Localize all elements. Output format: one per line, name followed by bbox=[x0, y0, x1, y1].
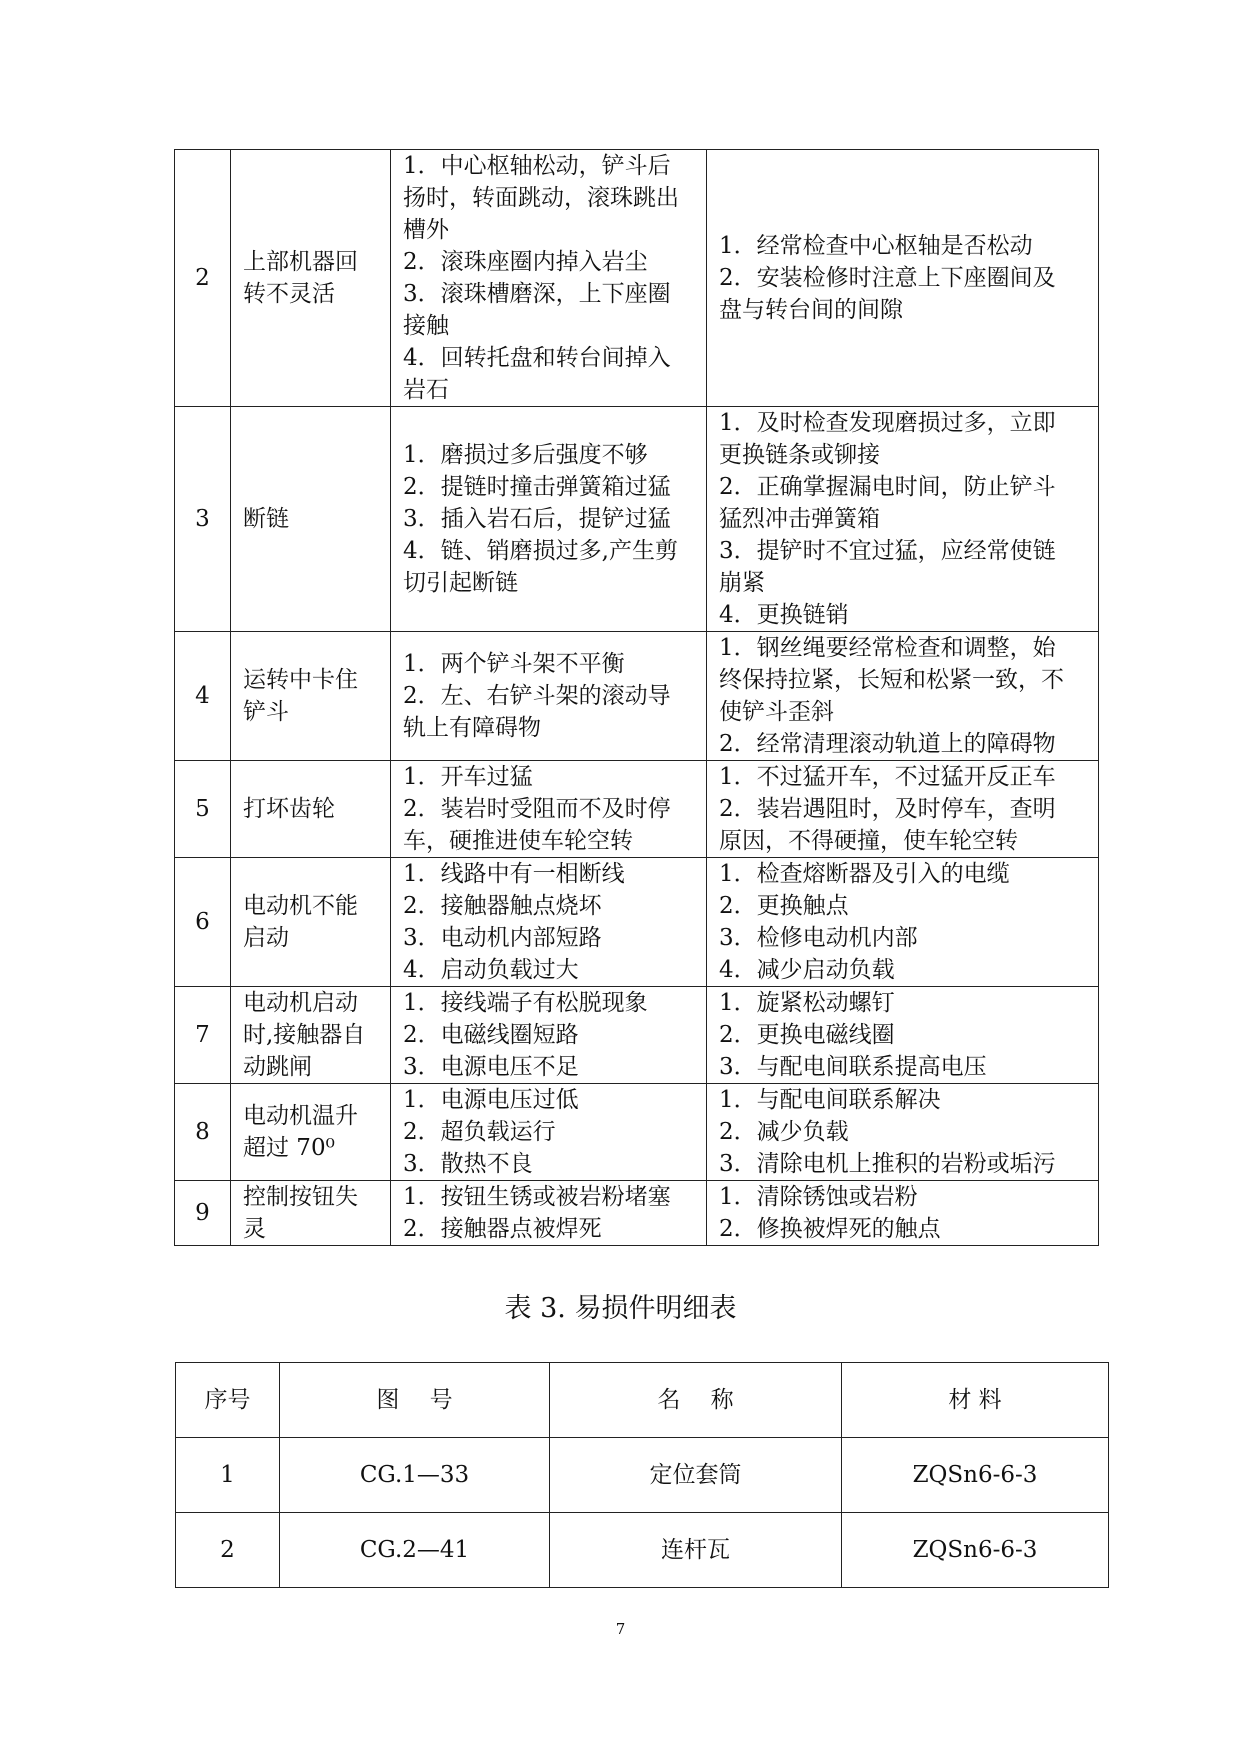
text-line: 控制按钮失 bbox=[243, 1184, 358, 1210]
cell-causes bbox=[391, 987, 707, 1084]
text-line: 1．清除锈蚀或岩粉 bbox=[719, 1184, 918, 1210]
text-line: 打坏齿轮 bbox=[243, 796, 335, 822]
text-line: 3．电源电压不足 bbox=[403, 1054, 579, 1080]
text-line: 岩石 bbox=[403, 377, 449, 403]
text-line: 4．回转托盘和转台间掉入 bbox=[403, 345, 671, 371]
cell-drawing-no: CG.1—33 bbox=[280, 1438, 550, 1513]
text-line: 3．插入岩石后，提铲过猛 bbox=[403, 506, 671, 532]
text-line: 3．检修电动机内部 bbox=[719, 925, 918, 951]
text-line: 3．电动机内部短路 bbox=[403, 925, 602, 951]
text-line: 时,接触器自 bbox=[243, 1022, 366, 1048]
text-line: 4．减少启动负载 bbox=[719, 957, 895, 983]
text-line: 接触 bbox=[403, 313, 449, 339]
cell-causes bbox=[391, 1084, 707, 1181]
text-line: 2．电磁线圈短路 bbox=[403, 1022, 579, 1048]
text-line: 车，硬推进使车轮空转 bbox=[403, 828, 633, 854]
table-row bbox=[175, 1084, 1099, 1181]
text-line: 4．启动负载过大 bbox=[403, 957, 579, 983]
fault-table bbox=[174, 149, 1099, 1246]
text-line: 1．经常检查中心枢轴是否松动 bbox=[719, 233, 1033, 259]
cell-remedies bbox=[707, 407, 1099, 632]
text-line: 轨上有障碍物 bbox=[403, 715, 541, 741]
text-line: 动跳闸 bbox=[243, 1054, 312, 1080]
cell-causes bbox=[391, 632, 707, 761]
cell-material: ZQSn6-6-3 bbox=[842, 1438, 1109, 1513]
text-line: 转不灵活 bbox=[243, 281, 335, 307]
text-line: 启动 bbox=[243, 925, 289, 951]
text-line: 灵 bbox=[243, 1216, 266, 1242]
cell-remedies bbox=[707, 150, 1099, 407]
text-line: 槽外 bbox=[403, 217, 449, 243]
cell-fault bbox=[231, 407, 391, 632]
text-line: 2．安装检修时注意上下座圈间及 bbox=[719, 265, 1056, 291]
cell-drawing-no: CG.2—41 bbox=[280, 1513, 550, 1588]
text-line: 1．检查熔断器及引入的电缆 bbox=[719, 861, 1010, 887]
text-line: 2．经常清理滚动轨道上的障碍物 bbox=[719, 731, 1056, 757]
cell-row-number: 7 bbox=[175, 987, 231, 1084]
text-line: 2．修换被焊死的触点 bbox=[719, 1216, 941, 1242]
table-row bbox=[175, 987, 1099, 1084]
text-line: 1．接线端子有松脱现象 bbox=[403, 990, 648, 1016]
header-cell-no: 序号 bbox=[176, 1363, 280, 1438]
table-row bbox=[175, 858, 1099, 987]
text-line: 终保持拉紧，长短和松紧一致，不 bbox=[719, 667, 1064, 693]
text-line: 1．及时检查发现磨损过多，立即 bbox=[719, 410, 1056, 436]
page-number: 7 bbox=[615, 1620, 626, 1638]
text-line: 2．左、右铲斗架的滚动导 bbox=[403, 683, 671, 709]
cell-fault bbox=[231, 150, 391, 407]
text-line: 1．与配电间联系解决 bbox=[719, 1087, 941, 1113]
text-line: 2．装岩遇阻时，及时停车，查明 bbox=[719, 796, 1056, 822]
text-line: 2．装岩时受阻而不及时停 bbox=[403, 796, 671, 822]
table-row bbox=[175, 761, 1099, 858]
cell-row-number: 5 bbox=[175, 761, 231, 858]
text-line: 崩紧 bbox=[719, 570, 765, 596]
text-line: 2．超负载运行 bbox=[403, 1119, 556, 1145]
cell-remedies bbox=[707, 987, 1099, 1084]
wear-parts-table bbox=[175, 1362, 1109, 1588]
table-row bbox=[175, 150, 1099, 407]
text-line: 1．两个铲斗架不平衡 bbox=[403, 651, 625, 677]
table-row bbox=[176, 1513, 1109, 1588]
text-line: 2．更换电磁线圈 bbox=[719, 1022, 895, 1048]
cell-row-number: 6 bbox=[175, 858, 231, 987]
text-line: 2．提链时撞击弹簧箱过猛 bbox=[403, 474, 671, 500]
text-line: 盘与转台间的间隙 bbox=[719, 297, 903, 323]
cell-remedies bbox=[707, 761, 1099, 858]
text-line: 铲斗 bbox=[243, 699, 289, 725]
cell-row-number: 9 bbox=[175, 1181, 231, 1246]
cell-fault bbox=[231, 1181, 391, 1246]
text-line: 3．与配电间联系提高电压 bbox=[719, 1054, 987, 1080]
cell-no: 1 bbox=[176, 1438, 280, 1513]
cell-causes bbox=[391, 150, 707, 407]
text-line: 切引起断链 bbox=[403, 570, 518, 596]
cell-causes bbox=[391, 407, 707, 632]
text-line: 1．磨损过多后强度不够 bbox=[403, 442, 648, 468]
cell-material: ZQSn6-6-3 bbox=[842, 1513, 1109, 1588]
fault-table-body bbox=[175, 150, 1099, 1246]
cell-causes bbox=[391, 761, 707, 858]
text-line: 运转中卡住 bbox=[243, 667, 358, 693]
table-row bbox=[175, 407, 1099, 632]
text-line: 2．正确掌握漏电时间，防止铲斗 bbox=[719, 474, 1056, 500]
text-line: 1．开车过猛 bbox=[403, 764, 533, 790]
cell-causes bbox=[391, 858, 707, 987]
cell-row-number: 4 bbox=[175, 632, 231, 761]
text-line: 1．按钮生锈或被岩粉堵塞 bbox=[403, 1184, 671, 1210]
text-line: 1．钢丝绳要经常检查和调整，始 bbox=[719, 635, 1056, 661]
cell-remedies bbox=[707, 858, 1099, 987]
cell-no: 2 bbox=[176, 1513, 280, 1588]
text-line: 上部机器回 bbox=[243, 249, 358, 275]
text-line: 4．链、销磨损过多,产生剪 bbox=[403, 538, 678, 564]
text-line: 1．中心枢轴松动，铲斗后 bbox=[403, 153, 671, 179]
text-line: 2．接触器触点烧坏 bbox=[403, 893, 602, 919]
cell-row-number: 3 bbox=[175, 407, 231, 632]
text-line: 1．线路中有一相断线 bbox=[403, 861, 625, 887]
cell-fault bbox=[231, 987, 391, 1084]
text-line: 2．减少负载 bbox=[719, 1119, 849, 1145]
cell-row-number: 8 bbox=[175, 1084, 231, 1181]
table-header-row bbox=[176, 1363, 1109, 1438]
text-line: 2．滚珠座圈内掉入岩尘 bbox=[403, 249, 648, 275]
table-row bbox=[175, 632, 1099, 761]
cell-row-number: 2 bbox=[175, 150, 231, 407]
cell-name: 定位套筒 bbox=[550, 1438, 842, 1513]
table-row bbox=[176, 1438, 1109, 1513]
text-line: 电动机温升 bbox=[243, 1103, 358, 1129]
text-line: 电动机启动 bbox=[243, 990, 358, 1016]
cell-causes bbox=[391, 1181, 707, 1246]
text-line: 断链 bbox=[243, 506, 289, 532]
cell-name: 连杆瓦 bbox=[550, 1513, 842, 1588]
text-line: 3．滚珠槽磨深，上下座圈 bbox=[403, 281, 671, 307]
text-line: 4．更换链销 bbox=[719, 602, 849, 628]
text-line: 原因，不得硬撞，使车轮空转 bbox=[719, 828, 1018, 854]
text-line: 更换链条或铆接 bbox=[719, 442, 880, 468]
text-line: 使铲斗歪斜 bbox=[719, 699, 834, 725]
cell-remedies bbox=[707, 1181, 1099, 1246]
wear-parts-table-body bbox=[176, 1363, 1109, 1588]
text-line: 电动机不能 bbox=[243, 893, 358, 919]
text-line: 3．散热不良 bbox=[403, 1151, 533, 1177]
text-line: 扬时，转面跳动，滚珠跳出 bbox=[403, 185, 679, 211]
header-cell-drawing-no: 图 号 bbox=[280, 1363, 550, 1438]
text-line: 3．清除电机上推积的岩粉或垢污 bbox=[719, 1151, 1056, 1177]
cell-fault bbox=[231, 761, 391, 858]
text-line: 1．电源电压过低 bbox=[403, 1087, 579, 1113]
table3-caption: 表 3. 易损件明细表 bbox=[504, 1293, 737, 1324]
cell-remedies bbox=[707, 632, 1099, 761]
cell-remedies bbox=[707, 1084, 1099, 1181]
cell-fault bbox=[231, 1084, 391, 1181]
header-cell-name: 名 称 bbox=[550, 1363, 842, 1438]
text-line: 猛烈冲击弹簧箱 bbox=[719, 506, 880, 532]
text-line: 2．接触器点被焊死 bbox=[403, 1216, 602, 1242]
header-cell-material: 材 料 bbox=[842, 1363, 1109, 1438]
cell-fault bbox=[231, 858, 391, 987]
table-row bbox=[175, 1181, 1099, 1246]
cell-fault bbox=[231, 632, 391, 761]
text-line: 3．提铲时不宜过猛，应经常使链 bbox=[719, 538, 1056, 564]
text-line: 2．更换触点 bbox=[719, 893, 849, 919]
text-line: 1．不过猛开车，不过猛开反正车 bbox=[719, 764, 1056, 790]
text-line: 超过 70⁰ bbox=[243, 1135, 335, 1161]
text-line: 1．旋紧松动螺钉 bbox=[719, 990, 895, 1016]
